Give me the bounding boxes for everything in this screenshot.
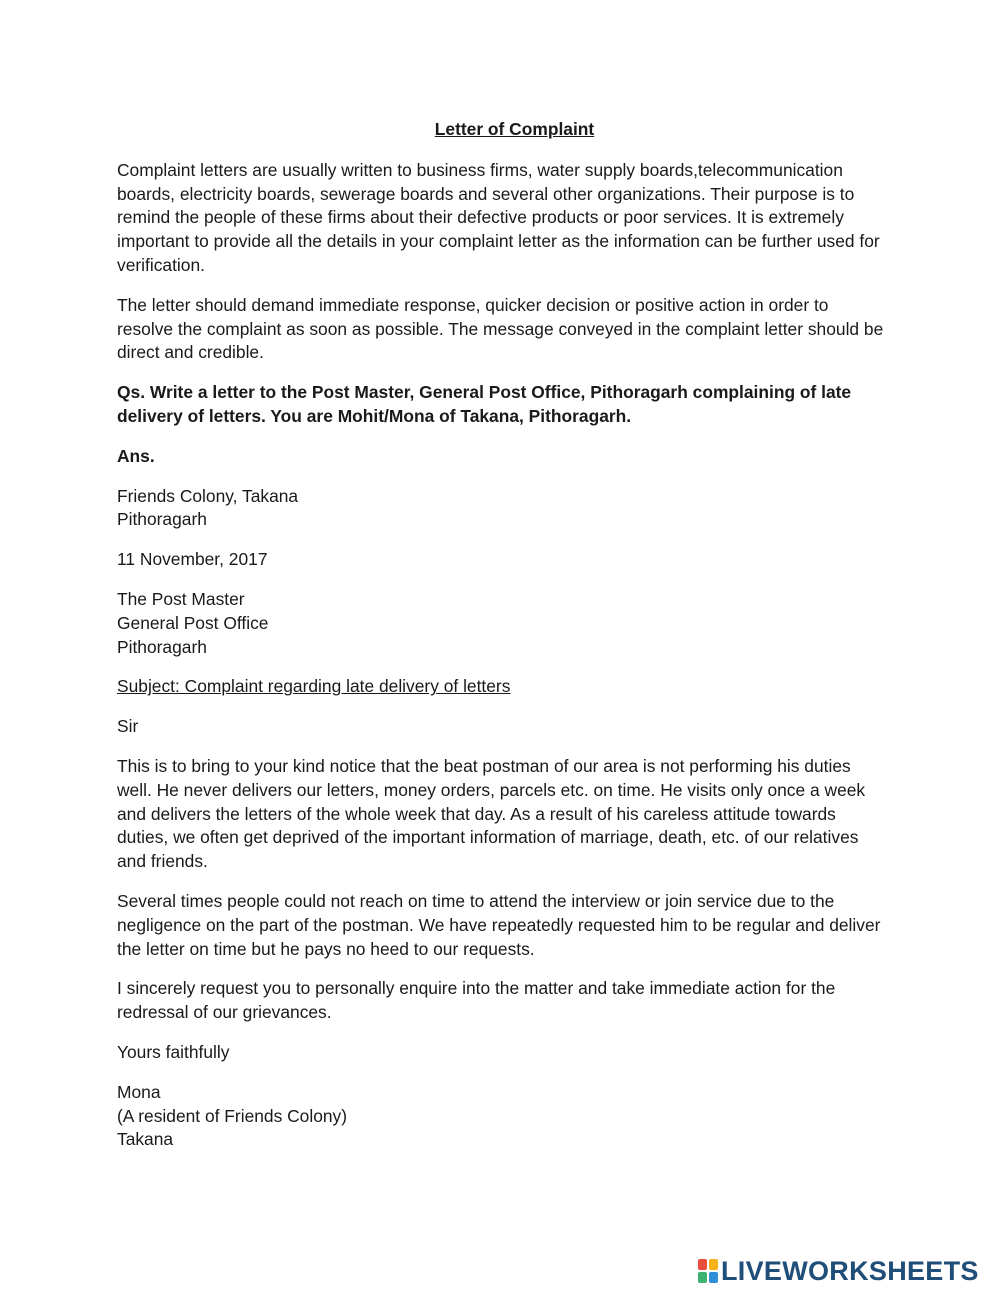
intro-paragraph-2: The letter should demand immediate response, quicker decision or positive action in order to resolve the complaint as soon as possible. The message conveyed in the complaint letter should be direct and credible.: [117, 294, 884, 363]
letter-body-paragraph-3: I sincerely request you to personally enquire into the matter and take immediate action for the redressal of our grievances.: [117, 978, 836, 1023]
letter-date: 11 November, 2017: [117, 549, 268, 570]
brand-mark-tile: [709, 1259, 718, 1270]
signature-name: Mona: [117, 1081, 161, 1102]
letter-subject: [117, 675, 887, 699]
liveworksheets-logo: [698, 1256, 979, 1286]
closing: Yours faithfully: [117, 1041, 230, 1062]
signature-block: [117, 1081, 887, 1152]
signature-line: Takana: [117, 1129, 174, 1150]
worksheet-page: [117, 118, 887, 1168]
salutation: Sir: [117, 716, 139, 737]
intro-paragraph-1: Complaint letters are usually written to business firms, water supply boards,telecommunication boards, electricity boards, sewerage boards and several other organizations. Their purpose is to remind the people of these firms about their defective products or poor services. It is extremely important to provide all the details in your complaint letter as the information can be further used for verification.: [117, 159, 880, 275]
brand-mark-tile: [698, 1259, 707, 1270]
question-prompt: Qs. Write a letter to the Post Master, General Post Office, Pithoragarh complaining of late delivery of letters. You are Mohit/Mona of Takana, Pithoragarh.: [117, 382, 852, 426]
subject-text: Subject: Complaint regarding late delivery of letters: [117, 676, 511, 697]
brand-mark-tile: [698, 1272, 707, 1283]
sender-address: [117, 485, 887, 533]
brand-mark-icon: [698, 1259, 718, 1283]
sender-address-line: Pithoragarh: [117, 509, 207, 530]
brand-mark-tile: [709, 1272, 718, 1283]
sender-address-line: Friends Colony, Takana: [117, 485, 299, 506]
signature-line: (A resident of Friends Colony): [117, 1105, 348, 1126]
answer-label: Ans.: [117, 445, 155, 466]
recipient-line: Pithoragarh: [117, 636, 207, 657]
recipient-line: General Post Office: [117, 612, 269, 633]
letter-body-paragraph-1: This is to bring to your kind notice that the beat postman of our area is not performing his duties well. He never delivers our letters, money orders, parcels etc. on time. He visits only once a week and delivers the letters of the whole week that day. As a result of his careless attitude towards duties, we often get deprived of the important information of marriage, death, etc. of our relatives and friends.: [117, 755, 866, 872]
letter-body-paragraph-2: Several times people could not reach on time to attend the interview or join service due to the negligence on the part of the postman. We have repeatedly requested him to be regular and deliver the letter on time but he pays no heed to our requests.: [117, 890, 881, 959]
recipient-address: [117, 588, 887, 659]
page-title: Letter of Complaint: [434, 119, 595, 139]
brand-text: LIVEWORKSHEETS: [721, 1255, 979, 1286]
recipient-line: The Post Master: [117, 588, 245, 609]
